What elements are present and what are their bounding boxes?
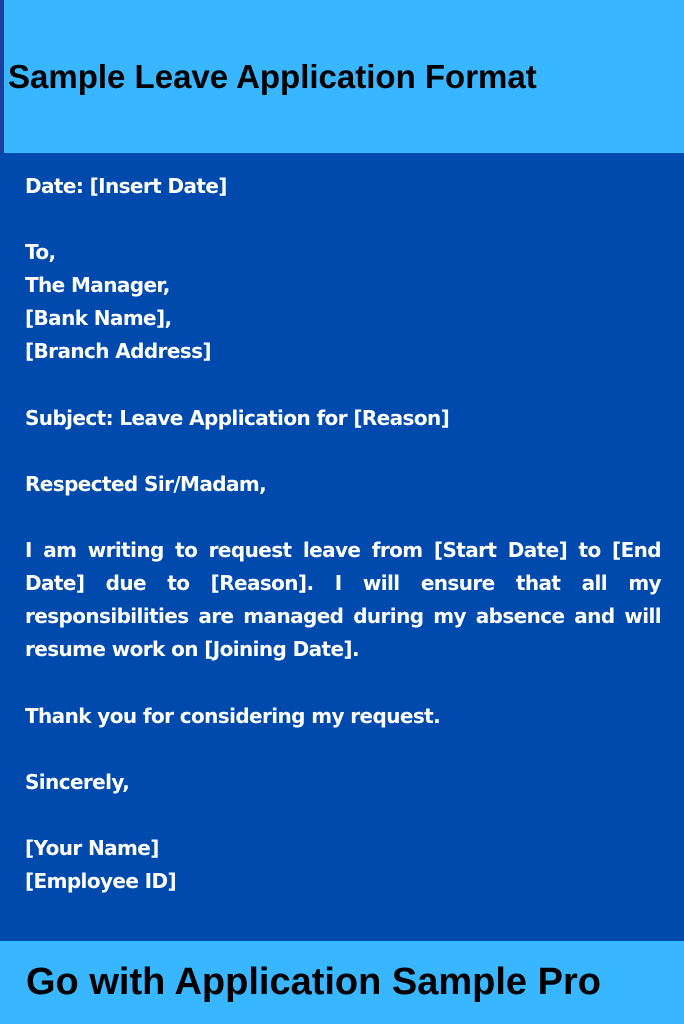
salutation-line: Respected Sir/Madam, <box>25 471 267 496</box>
body-paragraph: I am writing to request leave from [Start Date] to [End Date] due to [Reason]. I will ensure that all my responsibilities are managed during my absence and will resume work on [Joining Date]. <box>25 538 661 662</box>
spacer <box>25 799 661 832</box>
bank-name-line: [Bank Name], <box>25 306 172 331</box>
to-line: To, <box>25 240 56 265</box>
thanks-line: Thank you for considering my request. <box>25 703 441 728</box>
footer-tagline: Go with Application Sample Pro <box>26 961 601 1003</box>
page-title: Sample Leave Application Format <box>8 58 537 95</box>
spacer <box>25 369 661 402</box>
footer-banner <box>0 941 684 1024</box>
spacer <box>25 733 661 766</box>
closing-line: Sincerely, <box>25 769 130 794</box>
branch-address-line: [Branch Address] <box>25 339 211 364</box>
your-name-line: [Your Name] <box>25 835 159 860</box>
date-line: Date: [Insert Date] <box>25 174 227 198</box>
employee-id-line: [Employee ID] <box>25 868 177 893</box>
letter-body <box>25 170 661 898</box>
spacer <box>25 203 661 236</box>
subject-line: Subject: Leave Application for [Reason] <box>25 405 450 430</box>
spacer <box>25 435 661 468</box>
spacer <box>25 666 661 699</box>
spacer <box>25 501 661 534</box>
recipient-line: The Manager, <box>25 273 170 298</box>
header-banner <box>0 0 684 153</box>
